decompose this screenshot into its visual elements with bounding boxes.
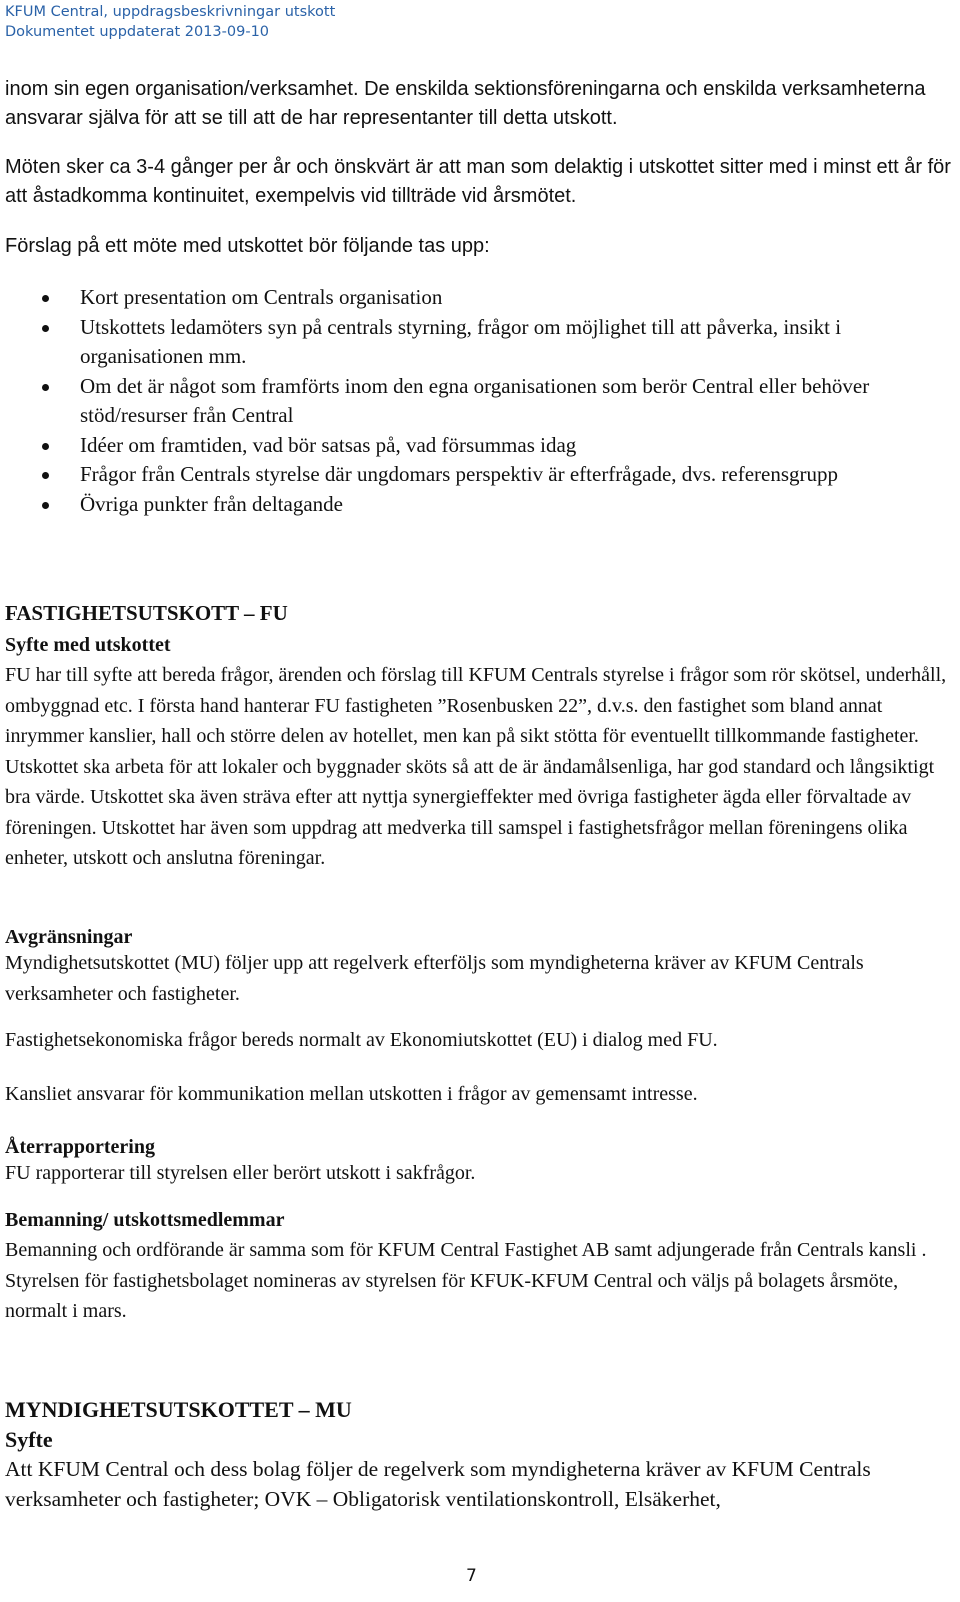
bullet-icon [42, 472, 49, 479]
fu-staff-heading: Bemanning/ utskottsmedlemmar [5, 1209, 285, 1231]
fu-section-title: FASTIGHETSUTSKOTT – FU [5, 601, 288, 625]
fu-purpose-heading: Syfte med utskottet [5, 634, 171, 656]
bullet-icon [42, 384, 49, 391]
bullet-icon [42, 295, 49, 302]
list-item: Idéer om framtiden, vad bör satsas på, vad försummas idag [0, 431, 940, 461]
list-item: Om det är något som framförts inom den egna organisationen som berör Central eller behöver stöd/resurser från Central [0, 372, 940, 431]
list-item: Utskottets ledamöters syn på centrals styrning, frågor om möjlighet till att påverka, insikt i organisationen mm. [0, 313, 940, 372]
intro-paragraph-2: Möten sker ca 3-4 gånger per år och önskvärt är att man som delaktig i utskottet sitter med i minst ett år för att åstadkomma kontinuitet, exempelvis vid tillträde vid årsmötet. [5, 156, 951, 207]
header-updated-date: Dokumentet uppdaterat 2013-09-10 [5, 24, 270, 40]
document-header [5, 2, 335, 42]
fu-limits-paragraph-3: Kansliet ansvarar för kommunikation mellan utskotten i frågor av gemensamt intresse. [5, 1083, 698, 1105]
list-item: Övriga punkter från deltagande [0, 490, 940, 520]
fu-limits-paragraph-1: Myndighetsutskottet (MU) följer upp att regelverk efterföljs som myndigheterna kräver av KFUM Centrals verksamheter och fastigheter. [5, 952, 864, 1005]
bullet-icon [42, 443, 49, 450]
mu-section-title: MYNDIGHETSUTSKOTTET – MU [5, 1397, 352, 1422]
list-item: Kort presentation om Centrals organisation [0, 283, 940, 313]
list-item: Frågor från Centrals styrelse där ungdomars perspektiv är efterfrågade, dvs. referensgrupp [0, 460, 940, 490]
mu-purpose-heading: Syfte [5, 1427, 53, 1452]
fu-report-text: FU rapporterar till styrelsen eller berört utskott i sakfrågor. [5, 1162, 476, 1184]
fu-limits-paragraph-2: Fastighetsekonomiska frågor bereds normalt av Ekonomiutskottet (EU) i dialog med FU. [5, 1029, 718, 1051]
fu-report-heading: Återrapportering [5, 1136, 155, 1158]
bullet-icon [42, 325, 49, 332]
agenda-bullet-list [0, 283, 940, 519]
mu-purpose-text: Att KFUM Central och dess bolag följer de regelverk som myndigheterna kräver av KFUM Centrals verksamheter och fastigheter; OVK – Obligatorisk ventilationskontroll, Elsäkerhet, [5, 1457, 871, 1511]
intro-paragraph-3: Förslag på ett möte med utskottet bör följande tas upp: [5, 235, 490, 257]
fu-purpose-text: FU har till syfte att bereda frågor, ärenden och förslag till KFUM Centrals styrelse i frågor som rör skötsel, underhåll, ombyggnad etc. I första hand hanterar FU fastigheten ”Rosenbusken 22”, d.v.s. den fastighet som bland annat inrymmer kanslier, hall och större delen av hotellet, men kan på sikt stötta för eventuellt tillkommande fastigheter. Utskottet ska arbeta för att lokaler och byggnader sköts så att de är ändamålsenliga, har god standard och långsiktigt bra värde. Utskottet ska även sträva efter att nyttja synergieffekter med övriga fastigheter ägda eller förvaltade av föreningen. Utskottet har även som uppdrag att medverka till samspel i fastighetsfrågor mellan föreningens olika enheter, utskott och anslutna föreningar. [5, 664, 947, 869]
fu-staff-text: Bemanning och ordförande är samma som för KFUM Central Fastighet AB samt adjungerade från Centrals kansli . Styrelsen för fastighetsbolaget nomineras av styrelsen för KFUK-KFUM Central och väljs på bolagets årsmöte, normalt i mars. [5, 1239, 927, 1322]
header-title: KFUM Central, uppdragsbeskrivningar utskott [5, 4, 336, 20]
intro-paragraph-1: inom sin egen organisation/verksamhet. De enskilda sektionsföreningarna och enskilda verksamheterna ansvarar själva för att se till att de har representanter till detta utskott. [5, 78, 926, 129]
page-number: 7 [466, 1566, 477, 1586]
bullet-icon [42, 502, 49, 509]
fu-limits-heading: Avgränsningar [5, 926, 133, 948]
